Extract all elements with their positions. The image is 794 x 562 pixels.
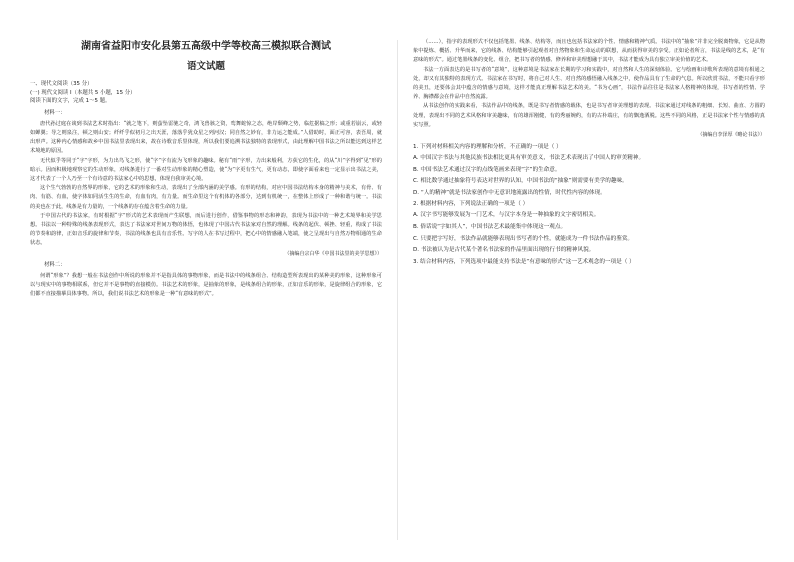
material1-label: 材料一： [44,109,66,116]
question-option: B. 中国书法艺术通过汉字的点线笔画来表现“字”的生命意。 [413,166,561,173]
question-option: C. 相比数学通过抽象符号表达对世界的认知，中国书法的“抽象”则需要有美学的趣味。 [413,178,628,185]
question-stem: 3. 结合材料内容，下列选项中最能支持书法是“有意味的形式”这一艺术观念的一项是（ ） [413,258,635,265]
material2-label: 材料二： [44,261,66,268]
question-stem: 2. 根据材料内容，下列说法正确的一项是（ ） [413,201,529,208]
question-option: D. “人的精神”就是书法家创作中无意识地流露出的性情，时代性内容的体现。 [413,189,606,196]
section-heading: 一、现代文阅读（35 分） [30,81,93,87]
right-paragraph: （……），指字的表现形式不仅包括笔墨、线条、结构等，而且也包括书法家的个性、情感和精神气质。书法中的“抽象”并非完全脱离物象，它是从物象中提炼、概括、升华而来，它的线条、结构能够引起观者对自然物象和生命运动的联想，从而获得审美的享受。正如论者所言，书法是线的艺术，是“有意味的形式”。通过笔墨线条的变化、组合，把书写者的情感、修养和审美理想融于其中，书法才能成为具有独立审美价值的艺术。 [413,39,765,64]
section-subheading: (一) 现代文阅读 I（本题共 5 小题，15 分） [30,89,136,96]
question-option: A. 汉字书写能够发展为一门艺术，与汉字本身是一种抽象的文字密切相关。 [413,212,600,219]
material1-source: （摘编自宗白华《中国书法里的美学思想》） [284,250,382,257]
question-option: B. 俗话说“字如其人”，中国书法艺术最能集中体现这一观点。 [413,224,567,230]
question-option: C. 只要把字写好，书法作品就能够表现出书写者的个性，就能成为一件书法作品的鉴赏。 [413,235,634,242]
question-stem: 1. 下列对材料相关内容的理解和分析，不正确的一项是（ ） [413,144,562,151]
right-column [413,38,765,268]
right-paragraph: 书法一方面表达的是书写者的“意境”，这种意境是书法家在长期的学习和实践中，对自然和人生的深刻体验。它与绘画和诗歌所表现的意境有相通之处，却又有其独特的表现方式。书法家在书写时，将自己对人生、对自然的感悟融入线条之中，使作品具有了生命的气息。所以欣赏书法，不能只看字形的美丑，还要体会其中蕴含的情感与意境，这样才能真正理解书法艺术的美。“书为心画”，书法作品往往是书法家人格精神的体现，书写者的性情、学养、胸襟都会在作品中自然流露。 [413,66,765,101]
section-instruction: 阅读下面的文字，完成 1～5 题。 [30,98,111,105]
exam-title: 湖南省益阳市安化县第五高级中学等校高三模拟联合测试 [81,41,331,52]
material1-paragraph: 唐代孙过庭在谈到书法艺术时指出：“就之笔下，则萤坠雷驰之奇，鸿飞兽骇之资，鸾舞蛇惊之态，绝岸颓峰之势，临危据槁之形；或重若崩云，或轻如蝉翼；导之则泉注，顿之则山安；纤纤乎似初月之出天涯，落落乎犹众星之列河汉；同自然之妙有，非力运之能成。”人借助时，面正可容，表吾周，就出形声。这种内心情感和故乡中国书法里表现出来，故在诗歌音乐里体现，所以我们要追溯书法独特的表现形式，由此理解中国书法之所以能达到这样艺术境地的原因。 [30,120,382,155]
exam-subtitle: 语文试题 [186,61,225,72]
material2-paragraph: 何谓“形象”？我想一般在书法创作中所说的形象并不是指具体的事物形象，而是书法中的线条组合、结构造型所表现出的某种美的形象，这种形象可以与现实中的事物相联系，但它并不是事物的直接模仿。书法艺术的形象，是抽象的形象，是线条组合的形象，正如音乐的形象，是旋律组合的形象，它们都不直接描摹具体事物。所以，我们说书法艺术的形象是一种“有意味的形式”。 [30,272,382,298]
material1-paragraph: 无代似乎等同于“字”字形，为力出鸟飞之形，使“字”字有流为飞形象的趣味。秘有“雨”字形，力出来般利，方获它的生化，的从“川”字得到“见”形的暗示。因而积极地观察它的生动形象，对线条进行了一番对生动形象的精心塑造，使“为”字更有生气，更有动态，即使字面看来也一定显示出书法之美，这才代表了一个人乃至一个有诗意的书法家心中的思想，体现自我审美心境。 [30,157,382,182]
right-paragraph: 从书法创作的实践来看，书法作品中的线条，既是书写者情感的载体，也是书写者审美理想的表现。书法家通过对线条的粗细、长短、曲直、方圆的处理，表现出不同的艺术风格和审美趣味，有的雄浑刚健，有的秀丽婉约，有的古朴端庄，有的飘逸洒脱。这些不同的风格，正是书法家个性与情感的真实写照。 [413,103,765,128]
column-divider [397,40,398,540]
material1-paragraph: 这个生气勃勃的自然界的形象，它的艺术的形象和生动，表现出了全部内涵的美学感。有形的结构，对应中国书法结构本身的精神与美术，有骨、有肉、有筋、有血，使字体如同活生生的生命，有血有肉，有力量。而生命里这个有机体的各部分，达到有机统一，在整体上形成了一种和谐与统一。书法的美也在于此，线条是有力量的，一个线条的存在蕴含着生命的力量。 [30,185,382,210]
question-option: D. 书法被认为是古代某个著名书法家的作品里面出现的行书的精神风貌。 [413,247,595,254]
question-option: A. 中国汉字书法与其他民族书法相比更具有审美意义，书法艺术表现出了中国人的审美精神。 [413,155,645,162]
right-source: （摘编自李泽厚《略论书法》） [697,132,765,139]
material1-paragraph: 于中国古代的书法家，有时根据“字”形式的艺术表现而产生联想，而后进行创作，借鉴事物的形态和神韵，表现为书法中的一种艺术境界和美学思想。书法以一种特殊的线条表现形式，表达了书法家对世间万物的体悟，也体现了中国古代书法家对自然的理解。线条的起伏、顿挫、轻重，构成了书法的节奏和韵律，正如音乐的旋律和节奏，书法的线条也具有音乐性。写字的人在书写过程中，把心中的情感融入笔端，使之呈现出与自然万物相通的生命状态。 [30,212,382,247]
left-column [30,38,382,299]
